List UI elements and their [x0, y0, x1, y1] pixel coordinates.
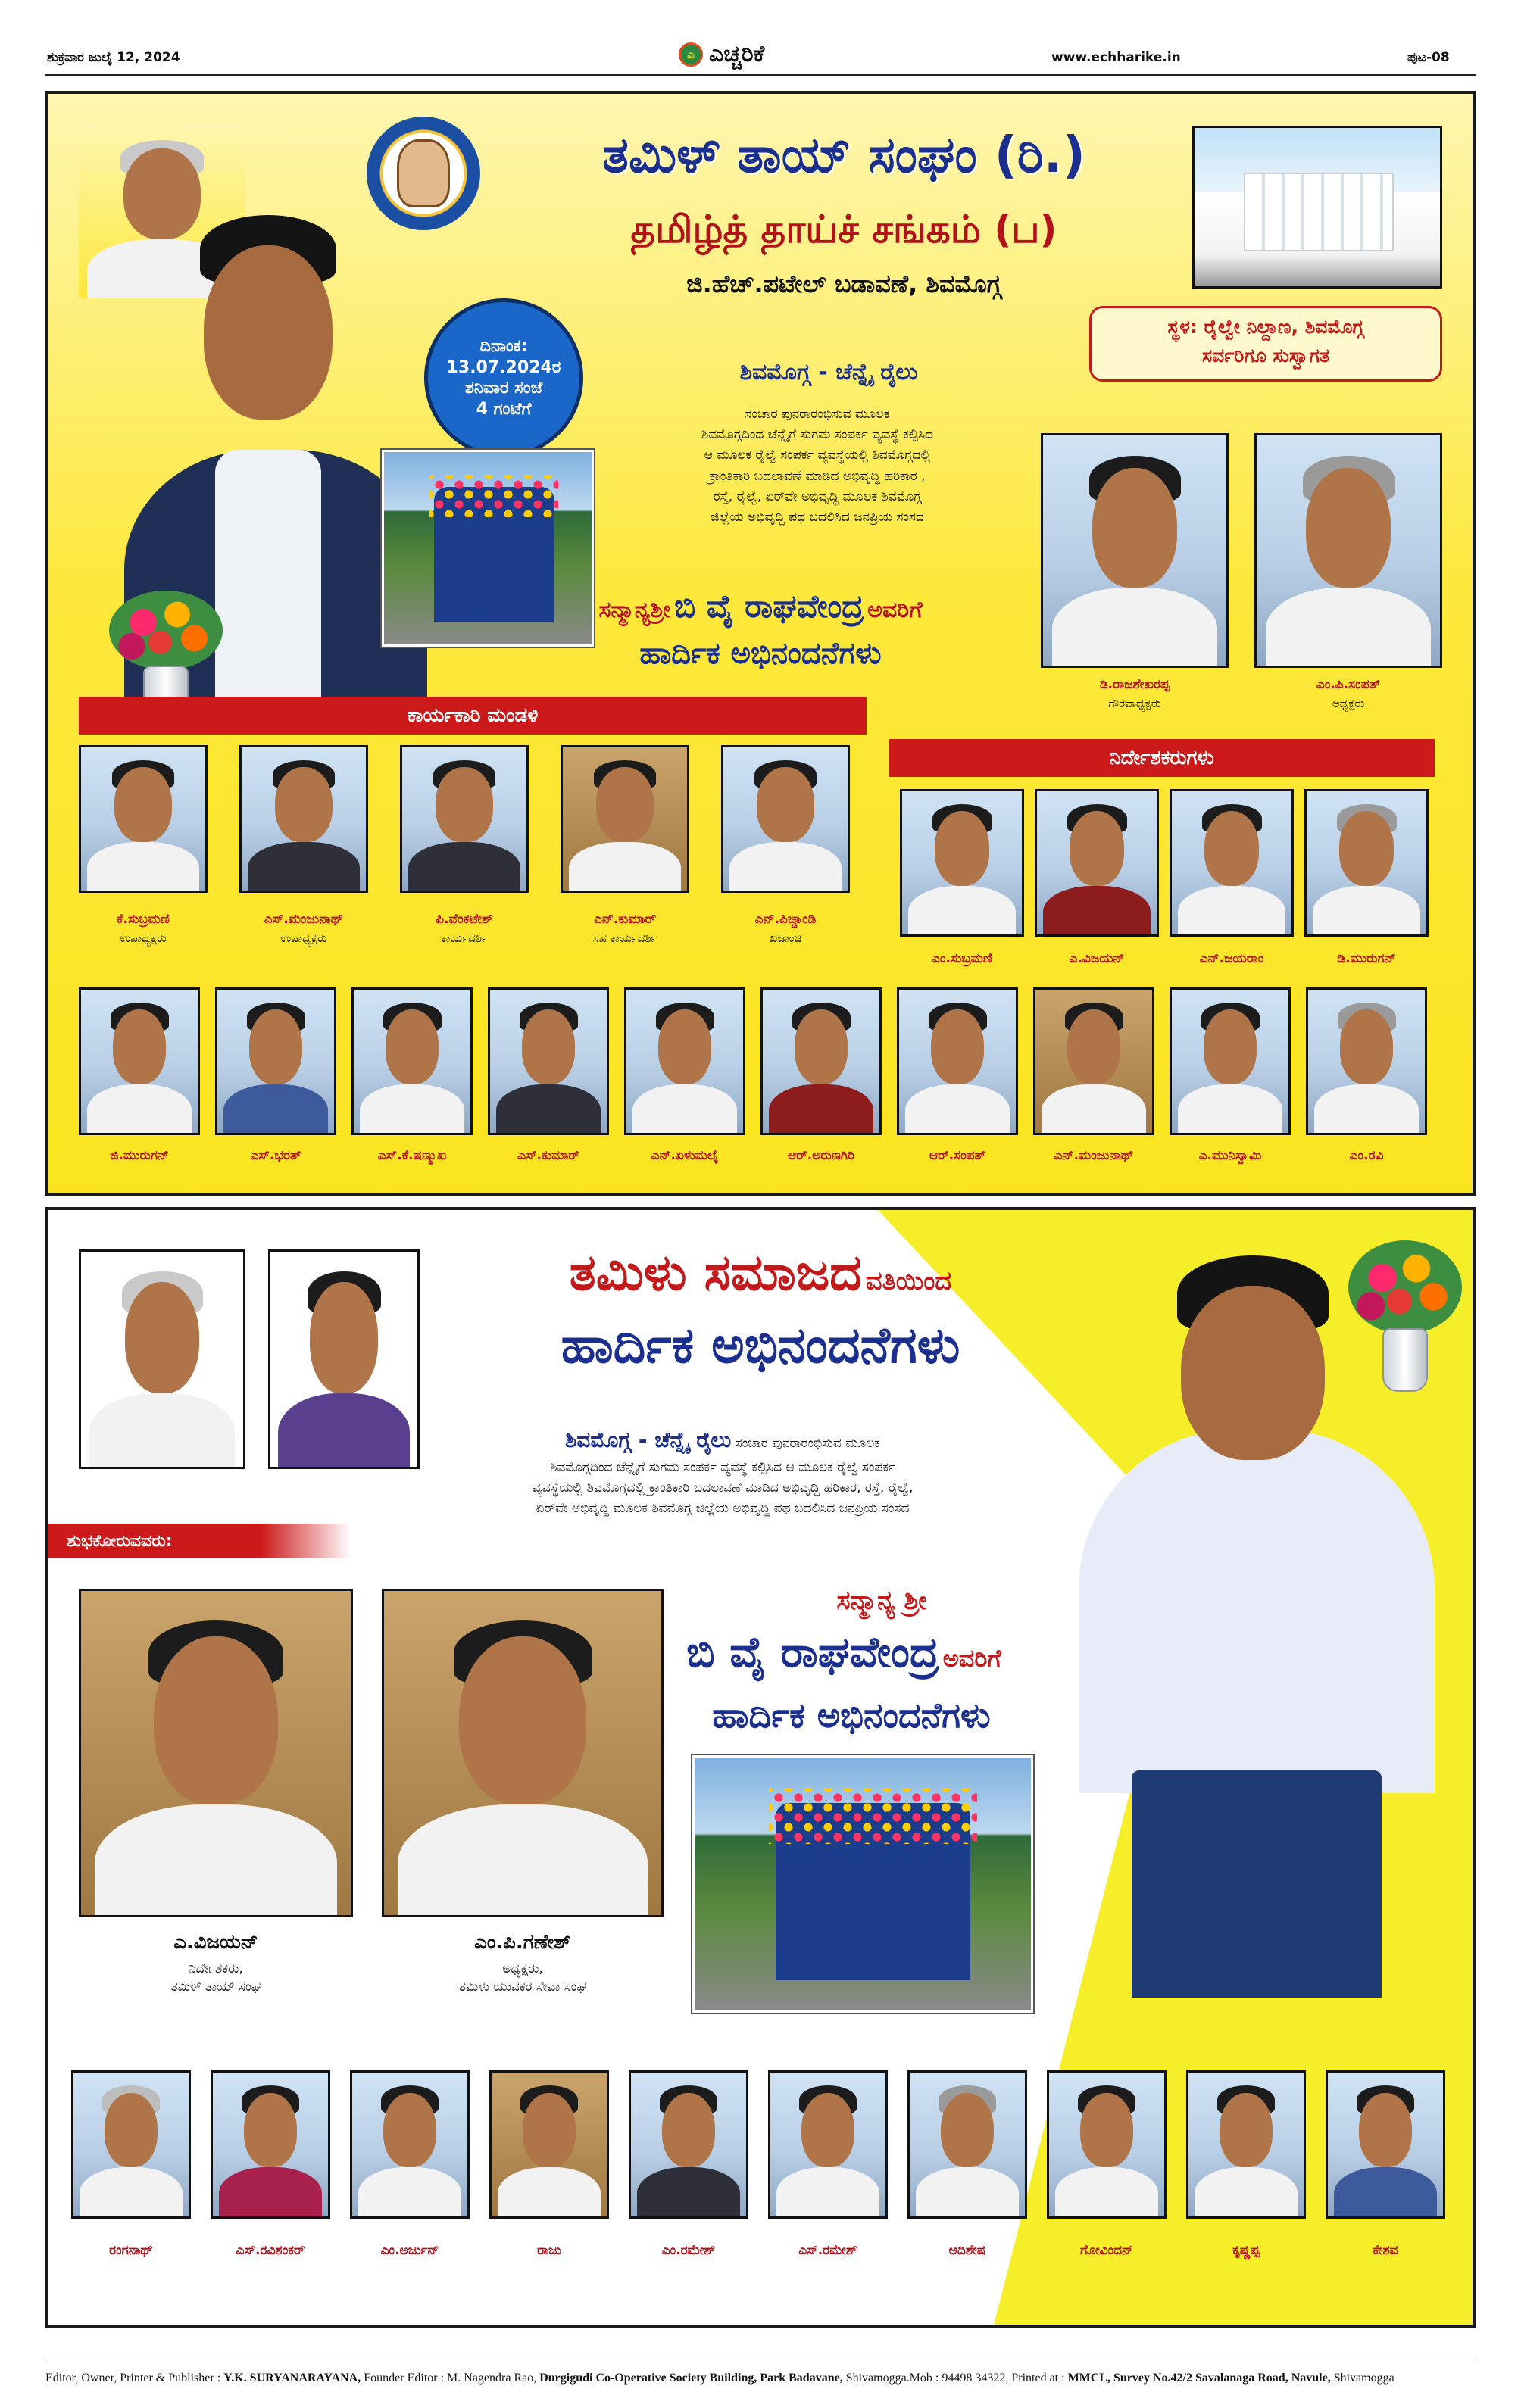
member-photo — [1186, 2070, 1306, 2219]
train-heading: ಶಿವಮೊಗ್ಗ - ಚೆನ್ನೈ ರೈಲು — [739, 359, 918, 385]
imprint-tail: Shivamogga — [1330, 2372, 1395, 2385]
member-photo — [760, 987, 882, 1135]
wisher-name: ಎಂ.ಪಿ.ಗಣೇಶ್ — [474, 1931, 571, 1954]
issue-date: ಶುಕ್ರವಾರ ಜುಲೈ 12, 2024 — [47, 50, 180, 65]
sangha-emblem-icon — [367, 117, 480, 230]
member-photo — [1326, 2070, 1445, 2219]
committee-role: ಉಪಾಧ್ಯಕ್ಷರು — [280, 931, 327, 945]
committee-role: ಉಪಾಧ್ಯಕ್ಷರು — [120, 931, 167, 945]
imprint-line — [45, 2372, 1476, 2385]
committee-photo — [79, 745, 208, 893]
committee-name: ಪಿ.ವೆಂಕಟೇಶ್ — [436, 912, 493, 927]
bottom-heading-2: ಹಾರ್ದಿಕ ಅಭಿನಂದನೆಗಳು — [561, 1316, 960, 1374]
president-name: ಎಂ.ಪಿ.ಸಂಪತ್ — [1316, 677, 1381, 692]
committee-name: ಕೆ.ಸುಬ್ರಮಣಿ — [117, 912, 170, 927]
top-advertisement — [45, 91, 1476, 1196]
director-photo — [1304, 789, 1429, 937]
newspaper-logo[interactable] — [679, 41, 764, 67]
page-number: ಪುಟ-08 — [1407, 50, 1450, 65]
welcome-line: ಸರ್ವರಿಗೂ ಸುಸ್ವಾಗತ — [1201, 344, 1330, 367]
imprint-society: Durgigudi Co-Operative Society Building, Park Badavane, — [539, 2372, 843, 2385]
member-photo — [351, 987, 473, 1135]
member-photo — [629, 2070, 748, 2219]
wisher-photo — [382, 1589, 664, 1917]
newspaper-name: ಎಚ್ಚರಿಕೆ — [709, 41, 765, 67]
committee-photo — [239, 745, 368, 893]
member-name: ಎಂ.ರವಿ — [1349, 1148, 1384, 1163]
member-name: ಆರ್.ಸಂಪತ್ — [929, 1148, 986, 1163]
committee-photo — [561, 745, 689, 893]
president-photo — [1254, 433, 1442, 668]
website-link[interactable]: www.echharike.in — [1051, 50, 1181, 65]
member-photo — [1170, 987, 1291, 1135]
member-photo — [350, 2070, 470, 2219]
directors-banner: ನಿರ್ದೇಶಕರುಗಳು — [889, 739, 1435, 777]
member-name: ಎಂ.ರಮೇಶ್ — [661, 2243, 716, 2258]
committee-name: ಎನ್.ಕುಮಾರ್ — [593, 912, 657, 927]
honoree-line — [473, 588, 1048, 625]
wisher-name: ಎ.ವಿಜಯನ್ — [173, 1931, 258, 1954]
honoree-suffix: ಅವರಿಗೆ — [867, 597, 923, 623]
member-name: ಎಸ್.ಕೆ.ಷಣ್ಮುಖ — [377, 1148, 447, 1163]
committee-role: ಖಜಾಂಚಿ — [769, 931, 802, 945]
address: ಜಿ.ಹೆಚ್.ಪಟೇಲ್ ಬಡಾವಣೆ, ಶಿವಮೊಗ್ಗ — [686, 270, 1001, 298]
member-name: ಗೋವಿಂದನ್ — [1079, 2243, 1134, 2258]
wisher-organisation: ತಮಿಳ್ ತಾಯ್ ಸಂಘ — [170, 1979, 261, 1995]
event-date-badge — [424, 298, 583, 457]
body-line: ಜಿಲ್ಲೆಯ ಅಭಿವೃದ್ಧಿ ಪಥ ಬದಲಿಸಿದ ಜನಪ್ರಿಯ ಸಂಸದ — [711, 509, 924, 525]
honoree-standing-portrait — [1048, 1225, 1473, 1998]
member-name: ಆದಿಶೇಷ — [948, 2243, 986, 2258]
member-photo — [897, 987, 1018, 1135]
member-name: ಎ.ಮುನಿಸ್ವಾಮಿ — [1198, 1148, 1262, 1163]
body-line: ರಸ್ತೆ, ರೈಲ್ವೆ, ಏರ್‌ವೇ ಅಭಿವೃದ್ಧಿ ಮೂಲಕ ಶಿವಮೊಗ್ಗ — [713, 488, 922, 504]
director-photo — [1035, 789, 1159, 937]
member-name: ಎಂ.ಅರ್ಜುನ್ — [380, 2243, 439, 2258]
member-name: ಜಿ.ಮುರುಗನ್ — [109, 1148, 169, 1163]
member-photo — [1033, 987, 1154, 1135]
date-day: ಶನಿವಾರ ಸಂಜೆ — [464, 379, 543, 398]
wisher-photo — [79, 1589, 353, 1917]
member-photo — [79, 987, 200, 1135]
committee-role: ಕಾರ್ಯದರ್ಶಿ — [441, 931, 488, 945]
date-label: ದಿನಾಂಕ: — [479, 337, 528, 356]
greeting: ಹಾರ್ದಿಕ ಅಭಿನಂದನೆಗಳು — [712, 1695, 991, 1736]
member-name: ಕೃಷ್ಣಪ್ಪ — [1232, 2243, 1260, 2258]
director-photo — [900, 789, 1024, 937]
member-name: ಎಸ್.ರಮೇಶ್ — [798, 2243, 857, 2258]
body-line: ಶಿವಮೊಗ್ಗದಿಂದ ಚೆನ್ನೈಗೆ ಸುಗಮ ಸಂಪರ್ಕ ವ್ಯವಸ್ಥೆ ಕಲ್ಪಿಸಿದ ಆ ಮೂಲಕ ರೈಲ್ವೆ ಸಂಪರ್ಕ — [550, 1459, 895, 1475]
director-photo — [1170, 789, 1294, 937]
date-value: 13.07.2024ರ — [446, 357, 561, 377]
director-name: ಡಿ.ಮುರುಗನ್ — [1337, 951, 1396, 966]
member-name: ಕೇಶವ — [1373, 2243, 1398, 2258]
patron-role: ಗೌರವಾಧ್ಯಕ್ಷರು — [1108, 697, 1161, 710]
honoree-name: ಬಿ ವೈ ರಾಘವೇಂದ್ರ — [674, 588, 864, 625]
member-photo — [489, 2070, 609, 2219]
committee-photo — [400, 745, 529, 893]
member-photo — [768, 2070, 888, 2219]
committee-name: ಎಸ್.ಮಂಜುನಾಥ್ — [264, 912, 344, 927]
masthead-rule — [45, 74, 1476, 76]
imprint-lead: Editor, Owner, Printer & Publisher : — [45, 2372, 224, 2385]
member-photo — [1306, 987, 1427, 1135]
bottom-heading-1 — [473, 1243, 1048, 1303]
member-name: ಎಸ್.ಭರತ್ — [250, 1148, 301, 1163]
wisher-role: ನಿರ್ದೇಶಕರು, — [189, 1961, 243, 1976]
greeting: ಹಾರ್ದಿಕ ಅಭಿನಂದನೆಗಳು — [639, 636, 882, 671]
honoree-name: ಬಿ ವೈ ರಾಘವೇಂದ್ರ — [686, 1628, 939, 1677]
member-photo — [215, 987, 336, 1135]
date-time: 4 ಗಂಟೆಗೆ — [476, 399, 532, 419]
committee-role: ಸಹ ಕಾರ್ಯದರ್ಶಿ — [592, 931, 657, 945]
body-line: ಕ್ರಾಂತಿಕಾರಿ ಬದಲಾವಣೆ ಮಾಡಿದ ಅಭಿವೃದ್ಧಿ ಹರಿಕಾರ , — [709, 468, 926, 484]
member-name: ಎನ್.ಮಂಜುನಾಥ್ — [1054, 1148, 1134, 1163]
body-line: ಆ ಮೂಲಕ ರೈಲ್ವೆ ಸಂಪರ್ಕ ವ್ಯವಸ್ಥೆಯಲ್ಲಿ ಶಿವಮೊಗ್ಗದಲ್ಲಿ — [704, 448, 931, 463]
body-line: ಶಿವಮೊಗ್ಗದಿಂದ ಚೆನ್ನೈಗೆ ಸುಗಮ ಸಂಪರ್ಕ ವ್ಯವಸ್ಥೆ ಕಲ್ಪಿಸಿದ — [701, 427, 933, 443]
bottom-advertisement — [45, 1207, 1476, 2328]
wishers-banner: ಶುಭಕೋರುವವರು: — [48, 1524, 351, 1558]
member-photo — [624, 987, 745, 1135]
member-name: ಎಸ್.ಕುಮಾರ್ — [517, 1148, 579, 1163]
imprint-printer: MMCL, Survey No.42/2 Savalanaga Road, Navule, — [1067, 2372, 1331, 2385]
member-photo — [71, 2070, 191, 2219]
heading-suffix: ವತಿಯಿಂದ — [865, 1266, 952, 1296]
train-heading: ಶಿವಮೊಗ್ಗ - ಚೆನ್ನೈ ರೈಲು — [565, 1427, 732, 1452]
title-tamil: தமிழ்த் தாய்ச் சங்கம் (ப) — [630, 207, 1057, 251]
patron-name: ಡಿ.ರಾಜಶೇಖರಪ್ಪ — [1099, 677, 1170, 692]
honoree-prefix: ಸನ್ಮಾನ್ಯಶ್ರೀ — [598, 597, 670, 623]
logo-mark-icon: ಎ — [679, 42, 703, 67]
heading-main: ತಮಿಳು ಸಮಾಜದ — [569, 1243, 862, 1302]
member-photo — [1047, 2070, 1167, 2219]
bottom-body-text — [382, 1424, 1063, 1519]
committee-banner: ಕಾರ್ಯಕಾರಿ ಮಂಡಳಿ — [79, 697, 867, 735]
venue-box — [1089, 306, 1442, 382]
patron-photo — [1041, 433, 1229, 668]
member-photo — [488, 987, 609, 1135]
president-role: ಅಧ್ಯಕ್ಷರು — [1332, 697, 1365, 710]
body-line: ಸಂಚಾರ ಪುನರಾರಂಭಿಸುವ ಮೂಲಕ — [745, 407, 890, 422]
top-body-text — [601, 404, 1033, 528]
member-name: ರಾಜು — [537, 2243, 561, 2258]
wisher-role: ಅಧ್ಯಕ್ಷರು, — [502, 1961, 543, 1976]
imprint-editor: Y.K. SURYANARAYANA, — [223, 2372, 361, 2385]
member-name: ಎಸ್.ರವಿಶಂಕರ್ — [236, 2243, 305, 2258]
wisher-organisation: ತಮಿಳು ಯುವಕರ ಸೇವಾ ಸಂಘ — [458, 1979, 587, 1995]
honoree-prefix: ಸನ್ಮಾನ್ಯ ಶ್ರೀ — [836, 1586, 927, 1616]
member-name: ಎನ್.ಏಳುಮಲೈ — [651, 1148, 719, 1163]
train-photo — [692, 1755, 1033, 2013]
imprint-founder: Founder Editor : M. Nagendra Rao, — [361, 2372, 540, 2385]
committee-photo — [721, 745, 850, 893]
body-line: ಏರ್‌ವೇ ಅಭಿವೃದ್ಧಿ ಮೂಲಕ ಶಿವಮೊಗ್ಗ ಜಿಲ್ಲೆಯ ಅಭಿವೃದ್ಧಿ ಪಥ ಬದಲಿಸಿದ ಜನಪ್ರಿಯ ಸಂಸದ — [536, 1501, 910, 1517]
director-name: ಎ.ವಿಜಯನ್ — [1069, 951, 1125, 966]
member-photo — [211, 2070, 330, 2219]
director-name: ಎನ್.ಜಯರಾಂ — [1199, 951, 1264, 966]
honoree-suffix: ಅವರಿಗೆ — [942, 1644, 1001, 1673]
building-photo — [1192, 126, 1442, 289]
title-kannada: ತಮಿಳ್ ತಾಯ್ ಸಂಘಂ (ರಿ.) — [602, 126, 1085, 184]
elder-leader-photo — [79, 1249, 245, 1469]
body-line: ವ್ಯವಸ್ಥೆಯಲ್ಲಿ ಶಿವಮೊಗ್ಗದಲ್ಲಿ ಕ್ರಾಂತಿಕಾರಿ ಬದಲಾವಣೆ ಮಾಡಿದ ಅಭಿವೃದ್ಧಿ ಹರಿಕಾರ, ರಸ್ತೆ, ರೈಲ್ವೆ, — [532, 1480, 914, 1496]
committee-name: ಎನ್.ಪಿಚ್ಚಾಂಡಿ — [754, 912, 817, 927]
body-line: ಸಂಚಾರ ಪುನರಾರಂಭಿಸುವ ಮೂಲಕ — [735, 1436, 880, 1451]
director-name: ಎಂ.ಸುಬ್ರಮಣಿ — [932, 951, 992, 966]
member-name: ರಂಗನಾಥ್ — [109, 2243, 153, 2258]
body-first-line — [382, 1424, 1063, 1458]
venue-line: ಸ್ಥಳ: ರೈಲ್ವೇ ನಿಲ್ದಾಣ, ಶಿವಮೊಗ್ಗ — [1167, 316, 1364, 338]
member-name: ಆರ್.ಅರುಣಗಿರಿ — [787, 1148, 855, 1163]
imprint-phone: Shivamogga.Mob : 94498 34322, Printed at : — [842, 2372, 1068, 2385]
member-photo — [907, 2070, 1027, 2219]
